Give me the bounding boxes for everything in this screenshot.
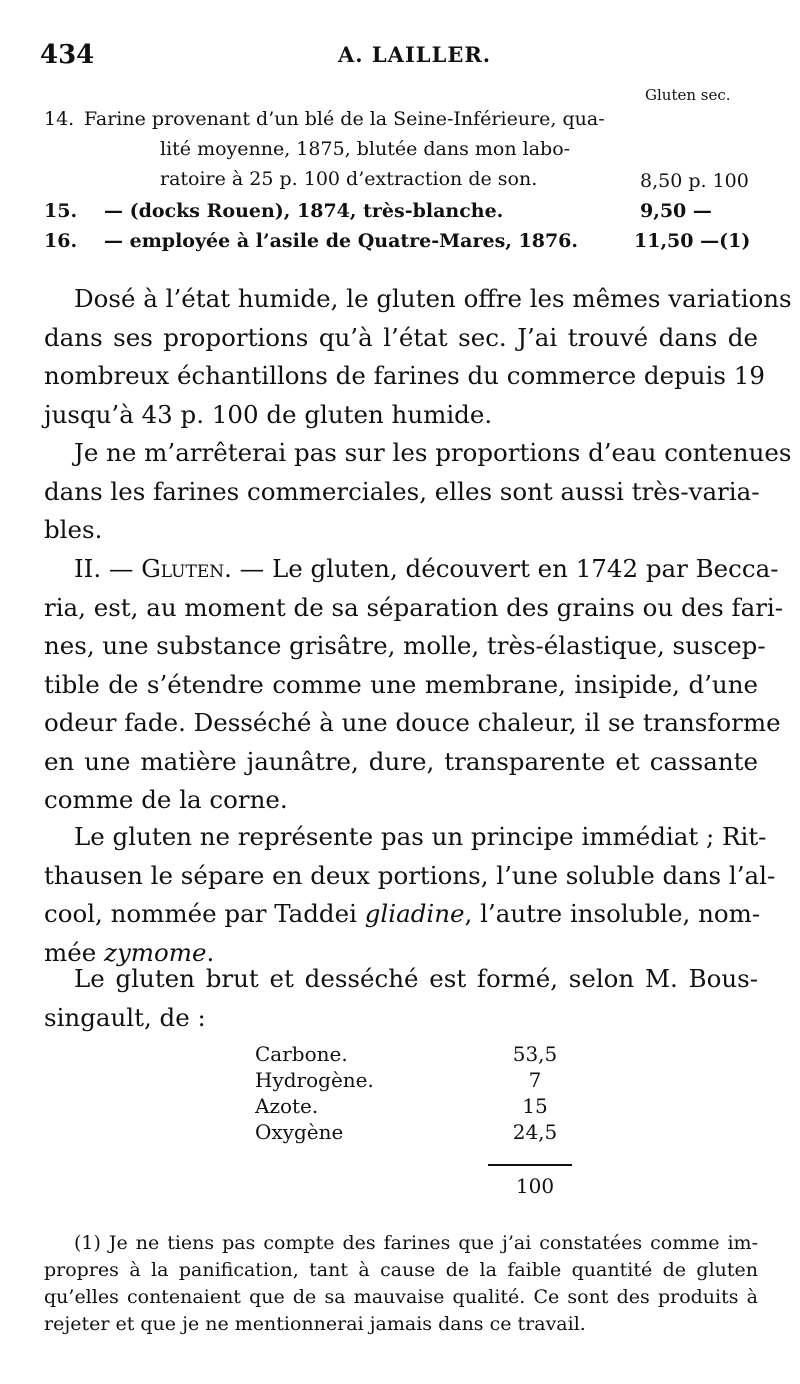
- text-line: [44, 550, 779, 589]
- term-zymome: zymome: [104, 937, 207, 967]
- element-name: Carbone.: [255, 1042, 348, 1066]
- element-value: 24,5: [512, 1120, 558, 1144]
- text-line: nombreux échantillons de farines du commerce depuis 19: [44, 361, 765, 390]
- column-header-gluten-sec: Gluten sec.: [645, 86, 731, 104]
- text-fragment: .: [206, 937, 215, 967]
- paragraph-gluten-section: [44, 550, 784, 820]
- element-value: 15: [522, 1094, 548, 1118]
- footnote-line: (1) Je ne tiens pas compte des farines que j’ai constatées comme im-: [74, 1232, 758, 1254]
- sum-rule: [488, 1164, 572, 1166]
- paragraph-ritthausen: [44, 818, 776, 972]
- text-line: Dosé à l’état humide, le gluten offre les mêmes variations: [74, 284, 792, 313]
- text-line: nes, une substance grisâtre, molle, très-élastique, suscep-: [44, 631, 766, 660]
- text-line: comme de la corne.: [44, 785, 288, 814]
- composition-total: 100: [515, 1174, 555, 1198]
- paragraph-eau: [44, 434, 792, 550]
- text-fragment: , l’autre insoluble, nom-: [464, 899, 761, 928]
- row-16-value: 11,50 —(1): [634, 230, 751, 252]
- text-fragment: cool, nommée par Taddei: [44, 899, 357, 928]
- text-line: dans ses proportions qu’à l’état sec. J’ai trouvé dans de: [44, 322, 758, 352]
- row-15-value: 9,50 —: [640, 200, 712, 222]
- section-heading: II. — Gluten. —: [74, 554, 265, 583]
- footnote-line: rejeter et que je ne mentionnerai jamais dans ce travail.: [44, 1313, 586, 1335]
- row-14-line2: lité moyenne, 1875, blutée dans mon labo-: [160, 138, 571, 160]
- element-value: 53,5: [512, 1042, 558, 1066]
- row-14-number: 14.: [44, 108, 75, 130]
- row-14-line3: ratoire à 25 p. 100 d’extraction de son.: [160, 168, 538, 190]
- row-16-line1: — employée à l’asile de Quatre-Mares, 1876.: [104, 230, 579, 252]
- composition-row: [255, 1068, 575, 1094]
- row-14-value: 8,50 p. 100: [640, 170, 749, 192]
- text-line: singault, de :: [44, 1002, 206, 1032]
- composition-row: [255, 1094, 575, 1120]
- row-16-number: 16.: [44, 230, 78, 252]
- text-line: odeur fade. Desséché à une douce chaleur, il se transforme: [44, 708, 781, 737]
- footnote: [44, 1230, 758, 1338]
- text-line: ria, est, au moment de sa séparation des grains ou des fari-: [44, 592, 784, 622]
- row-15-number: 15.: [44, 200, 78, 222]
- composition-row: [255, 1042, 575, 1068]
- paragraph-gluten-humide: [44, 280, 792, 434]
- text-line: dans les farines commerciales, elles sont aussi très-varia-: [44, 476, 760, 506]
- text-line: thausen le sépare en deux portions, l’une soluble dans l’al-: [44, 860, 776, 890]
- footnote-line: qu’elles contenaient que de sa mauvaise qualité. Ce sont des produits à: [44, 1286, 758, 1308]
- text-line: Le gluten ne représente pas un principe immédiat ; Rit-: [74, 822, 767, 851]
- text-line: bles.: [44, 515, 103, 544]
- composition-row: [255, 1120, 575, 1146]
- composition-table: [255, 1042, 575, 1146]
- row-15-line1: — (docks Rouen), 1874, très-blanche.: [104, 200, 504, 222]
- footnote-line: propres à la panification, tant à cause de la faible quantité de gluten: [44, 1259, 758, 1281]
- element-value: 7: [528, 1068, 542, 1092]
- element-name: Oxygène: [255, 1120, 344, 1144]
- text-fragment: mée: [44, 937, 97, 967]
- row-14-line1: Farine provenant d’un blé de la Seine-Inférieure, qua-: [84, 108, 605, 130]
- page-number: 434: [40, 40, 95, 70]
- text-line: [44, 895, 761, 934]
- text-line: Le gluten brut et desséché est formé, selon M. Bous-: [74, 964, 758, 993]
- term-gliadine: gliadine: [364, 899, 465, 928]
- element-name: Azote.: [255, 1094, 319, 1118]
- element-name: Hydrogène.: [255, 1068, 374, 1092]
- running-head: A. LAILLER.: [338, 42, 492, 67]
- text-line: en une matière jaunâtre, dure, transparente et cassante: [44, 746, 758, 776]
- paragraph-boussingault: [44, 960, 758, 1037]
- text-line: jusqu’à 43 p. 100 de gluten humide.: [44, 399, 493, 429]
- text-line: Je ne m’arrêterai pas sur les proportions d’eau contenues: [74, 438, 792, 467]
- text-line: tible de s’étendre comme une membrane, insipide, d’une: [44, 669, 758, 699]
- text-fragment: Le gluten, découvert en 1742 par Becca-: [264, 554, 779, 583]
